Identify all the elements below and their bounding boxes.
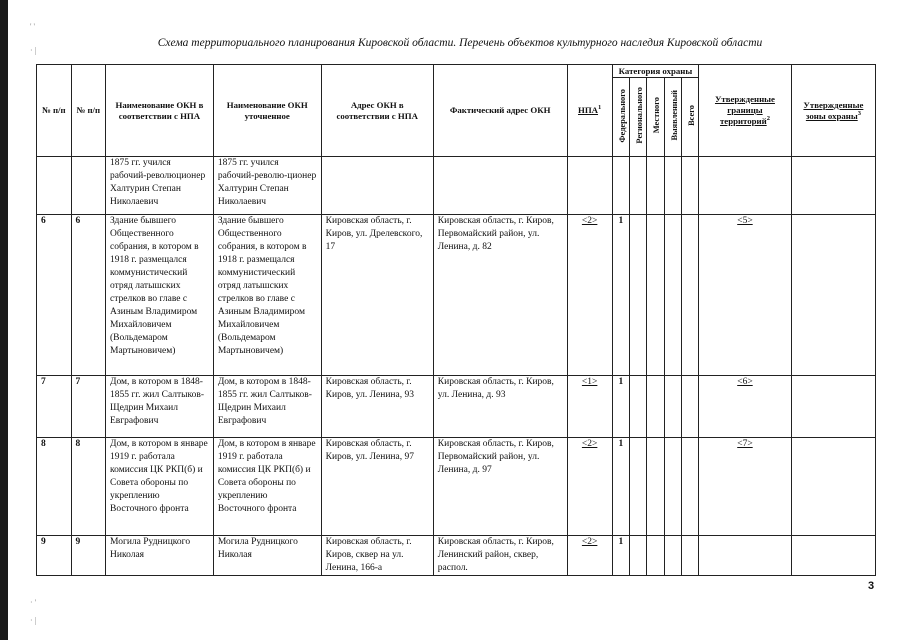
cell-name: Дом, в котором в 1848-1855 гг. жил Салтыков-Щедрин Михаил Евграфович xyxy=(106,376,214,438)
header-address-actual: Фактический адрес ОКН xyxy=(433,65,567,157)
cell-total xyxy=(681,157,698,215)
scan-artifact: · | xyxy=(30,46,37,55)
cell-name-refined: 1875 гг. учился рабочий-револю-ционер Халтурин Степан Николаевич xyxy=(213,157,321,215)
cell-federal: 1 xyxy=(612,438,629,536)
cell-local xyxy=(647,536,664,576)
row-number: 6 xyxy=(37,215,72,376)
table-row xyxy=(37,157,876,215)
cell-regional xyxy=(630,215,647,376)
cell-regional xyxy=(630,157,647,215)
header-zones xyxy=(791,65,875,157)
cell-name-refined: Могила Рудницкого Николая xyxy=(213,536,321,576)
cell-address-actual: Кировская область, г. Киров, Первомайский район, ул. Ленина, д. 82 xyxy=(433,215,567,376)
npa-reference-link[interactable]: <1> xyxy=(581,377,598,387)
cell-boundaries xyxy=(699,536,792,576)
cell-boundaries xyxy=(699,157,792,215)
cell-name-refined: Дом, в котором в январе 1919 г. работала комиссия ЦК РКП(б) и Совета обороны по укреплению Восточного фронта xyxy=(213,438,321,536)
cell-address-npa: Кировская область, г. Киров, ул. Ленина, 93 xyxy=(321,376,433,438)
row-number-alt xyxy=(71,157,106,215)
cell-identified xyxy=(664,536,681,576)
table-row xyxy=(37,438,876,536)
header-category: Категория охраны xyxy=(612,65,698,78)
header-boundaries-footnote: 2 xyxy=(766,115,770,123)
header-cat-federal xyxy=(612,78,629,157)
cell-identified xyxy=(664,376,681,438)
binding-strip xyxy=(0,0,8,640)
header-npa-label: НПА xyxy=(577,105,599,115)
cell-identified xyxy=(664,157,681,215)
header-address-npa: Адрес ОКН в соответствии с НПА xyxy=(321,65,433,157)
header-name-refined: Наименование ОКН уточненное xyxy=(213,65,321,157)
cell-local xyxy=(647,438,664,536)
cell-federal: 1 xyxy=(612,376,629,438)
cell-local xyxy=(647,157,664,215)
cell-name: 1875 гг. учился рабочий-революционер Халтурин Степан Николаевич xyxy=(106,157,214,215)
table-row xyxy=(37,376,876,438)
cell-address-npa: Кировская область, г. Киров, ул. Дрелевского, 17 xyxy=(321,215,433,376)
scan-artifact: · ' xyxy=(30,598,37,607)
header-num-2: № п/п xyxy=(71,65,106,157)
header-boundaries-label: Утвержденные границы территорий xyxy=(714,94,775,126)
npa-reference-link[interactable]: <2> xyxy=(581,216,598,226)
header-cat-federal-label: Федерального xyxy=(617,88,627,143)
cell-local xyxy=(647,215,664,376)
cell-npa[interactable] xyxy=(567,215,612,376)
cell-boundaries[interactable] xyxy=(699,215,792,376)
table-row xyxy=(37,215,876,376)
boundaries-reference-link[interactable]: <5> xyxy=(737,216,753,226)
row-number-alt: 8 xyxy=(71,438,106,536)
cell-federal: 1 xyxy=(612,536,629,576)
cell-total xyxy=(681,215,698,376)
cell-regional xyxy=(630,536,647,576)
npa-reference-link[interactable]: <2> xyxy=(581,439,598,449)
cell-npa[interactable] xyxy=(567,536,612,576)
row-number xyxy=(37,157,72,215)
cell-identified xyxy=(664,215,681,376)
cell-zones xyxy=(791,376,875,438)
cell-total xyxy=(681,536,698,576)
cell-zones xyxy=(791,157,875,215)
cell-zones xyxy=(791,536,875,576)
cell-address-actual: Кировская область, г. Киров, ул. Ленина, д. 93 xyxy=(433,376,567,438)
cell-address-actual xyxy=(433,157,567,215)
cell-regional xyxy=(630,438,647,536)
cell-regional xyxy=(630,376,647,438)
scan-artifact: · | xyxy=(30,616,37,625)
cell-address-npa: Кировская область, г. Киров, ул. Ленина, 97 xyxy=(321,438,433,536)
cell-name-refined: Дом, в котором в 1848-1855 гг. жил Салтыков-Щедрин Михаил Евграфович xyxy=(213,376,321,438)
header-npa-footnote: 1 xyxy=(598,104,602,112)
row-number-alt: 6 xyxy=(71,215,106,376)
okn-table xyxy=(36,64,876,576)
header-zones-label: Утвержденные зоны охраны xyxy=(803,99,864,121)
header-cat-local-label: Местного xyxy=(652,97,662,134)
boundaries-reference-link[interactable]: <7> xyxy=(737,439,753,449)
cell-npa xyxy=(567,157,612,215)
table-row xyxy=(37,536,876,576)
header-zones-footnote: 3 xyxy=(857,109,861,117)
header-cat-regional-label: Регионального xyxy=(635,87,645,144)
npa-reference-link[interactable]: <2> xyxy=(581,537,598,547)
cell-federal: 1 xyxy=(612,215,629,376)
page-title: Схема территориального планирования Кировской области. Перечень объектов культурного наследия Кировской области xyxy=(157,37,763,49)
row-number: 8 xyxy=(37,438,72,536)
header-cat-local xyxy=(647,78,664,157)
header-cat-regional xyxy=(630,78,647,157)
cell-total xyxy=(681,438,698,536)
cell-address-npa: Кировская область, г. Киров, сквер на ул. Ленина, 166-а xyxy=(321,536,433,576)
cell-npa[interactable] xyxy=(567,438,612,536)
cell-total xyxy=(681,376,698,438)
row-number: 9 xyxy=(37,536,72,576)
cell-npa[interactable] xyxy=(567,376,612,438)
header-cat-total-label: Всего xyxy=(686,105,696,126)
scan-artifact: ' ' xyxy=(30,22,35,31)
cell-zones xyxy=(791,438,875,536)
page-number: 3 xyxy=(868,580,875,592)
header-cat-identified xyxy=(664,78,681,157)
cell-local xyxy=(647,376,664,438)
cell-address-npa xyxy=(321,157,433,215)
cell-name: Могила Рудницкого Николая xyxy=(106,536,214,576)
cell-name: Здание бывшего Общественного собрания, в котором в 1918 г. размещался коммунистический отряд латышских стрелков во главе с Азиным Владимиром Михайловичем (Вольдемаром Мартыновичем) xyxy=(106,215,214,376)
cell-name-refined: Здание бывшего Общественного собрания, в котором в 1918 г. размещался коммунистический отряд латышских стрелков во главе с Азиным Владимиром Михайловичем (Вольдемаром Мартыновичем) xyxy=(213,215,321,376)
cell-name: Дом, в котором в январе 1919 г. работала комиссия ЦК РКП(б) и Совета обороны по укреплению Восточного фронта xyxy=(106,438,214,536)
cell-identified xyxy=(664,438,681,536)
header-num-1: № п/п xyxy=(37,65,72,157)
header-cat-identified-label: Выявленный xyxy=(669,90,679,141)
header-boundaries xyxy=(699,65,792,157)
boundaries-reference-link[interactable]: <6> xyxy=(737,377,753,387)
row-number-alt: 9 xyxy=(71,536,106,576)
cell-boundaries[interactable] xyxy=(699,438,792,536)
row-number-alt: 7 xyxy=(71,376,106,438)
cell-address-actual: Кировская область, г. Киров, Первомайский район, ул. Ленина, д. 97 xyxy=(433,438,567,536)
cell-zones xyxy=(791,215,875,376)
header-npa xyxy=(567,65,612,157)
cell-address-actual: Кировская область, г. Киров, Ленинский район, сквер, распол. xyxy=(433,536,567,576)
header-name-npa: Наименование ОКН в соответствии с НПА xyxy=(106,65,214,157)
cell-boundaries[interactable] xyxy=(699,376,792,438)
header-cat-total xyxy=(681,78,698,157)
row-number: 7 xyxy=(37,376,72,438)
cell-federal xyxy=(612,157,629,215)
